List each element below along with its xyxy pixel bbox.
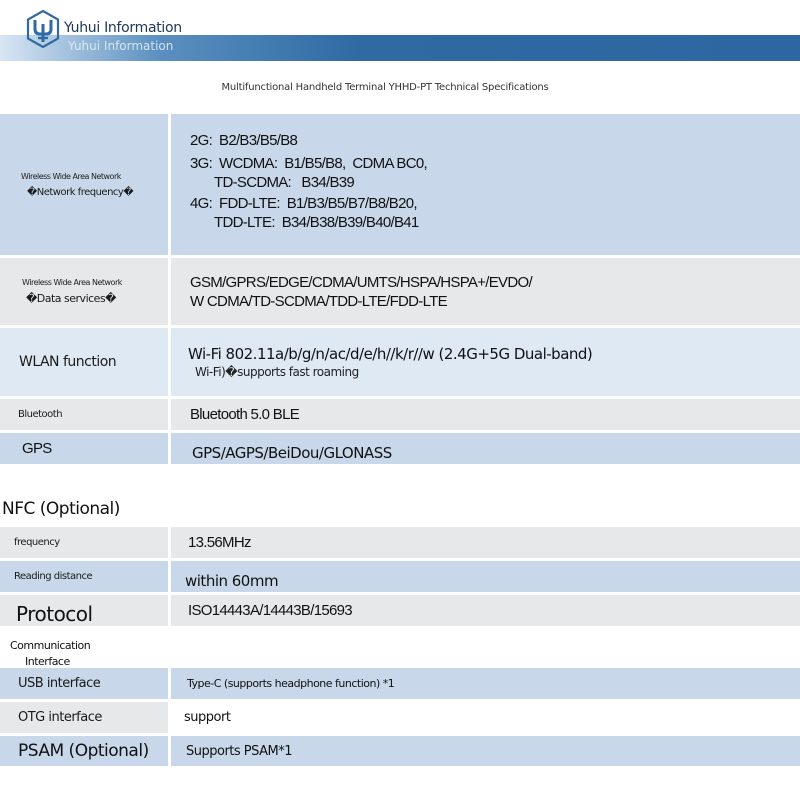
nfc-frequency-label: frequency	[14, 537, 60, 548]
nfc-section-heading: NFC (Optional)	[2, 499, 120, 519]
frequency-line-3g: 3G: WCDMA: B1/B5/B8, CDMA BC0,	[190, 155, 427, 172]
bluetooth-label: Bluetooth	[18, 409, 63, 420]
usb-label: USB interface	[18, 676, 101, 691]
psam-value-cell	[171, 736, 800, 766]
wwan-frequency-label-cell	[0, 114, 168, 255]
wwan-frequency-label-2: �Network frequency�	[27, 186, 134, 198]
psam-label: PSAM (Optional)	[18, 741, 149, 761]
wwan-frequency-value-cell	[171, 114, 800, 255]
usb-value: Type-C (supports headphone function) *1	[187, 677, 395, 690]
wwan-frequency-label-1: Wireless Wide Area Network	[21, 171, 121, 181]
protocol-label: Protocol	[16, 601, 93, 626]
protocol-label-cell	[0, 595, 168, 626]
document-title: Multifunctional Handheld Terminal YHHD-PT Technical Specifications	[221, 82, 549, 93]
data-services-line-2: W CDMA/TD-SCDMA/TDD-LTE/FDD-LTE	[190, 292, 447, 310]
reading-distance-label-cell	[0, 561, 168, 592]
frequency-line-3g-td: TD-SCDMA: B34/B39	[190, 174, 355, 191]
wwan-data-label-2: �Data services�	[26, 292, 116, 305]
nfc-frequency-value: 13.56MHz	[188, 534, 251, 551]
frequency-line-2g: 2G: B2/B3/B5/B8	[190, 132, 298, 149]
reading-distance-label: Reading distance	[14, 571, 93, 582]
otg-value: support	[184, 710, 231, 725]
otg-value-cell	[171, 702, 800, 733]
gps-label-cell	[0, 433, 168, 464]
gps-value: GPS/AGPS/BeiDou/GLONASS	[192, 444, 392, 462]
gps-label: GPS	[22, 440, 52, 457]
yuhui-logo-icon	[26, 10, 60, 48]
gps-value-cell	[171, 433, 800, 464]
protocol-value-cell	[171, 595, 800, 626]
otg-label: OTG interface	[18, 710, 102, 725]
usb-value-cell	[171, 668, 800, 699]
usb-label-cell	[0, 668, 168, 699]
wlan-value-cell	[171, 328, 800, 396]
otg-label-cell	[0, 702, 168, 733]
wlan-label-cell	[0, 328, 168, 396]
psam-label-cell	[0, 736, 168, 766]
protocol-value: ISO14443A/14443B/15693	[188, 602, 352, 619]
brand-name-reflection: Yuhui Information	[68, 39, 174, 53]
wwan-data-value-cell	[171, 258, 800, 325]
bluetooth-value-cell	[171, 399, 800, 430]
communication-heading-line-1: Communication	[10, 639, 91, 652]
wwan-data-label-1: Wireless Wide Area Network	[22, 278, 122, 287]
bluetooth-label-cell	[0, 399, 168, 430]
reading-distance-value-cell	[171, 561, 800, 592]
wlan-roaming-note: Wi-Fi)�supports fast roaming	[195, 365, 359, 379]
frequency-line-4g: 4G: FDD-LTE: B1/B3/B5/B7/B8/B20,	[190, 195, 417, 212]
bluetooth-value: Bluetooth 5.0 BLE	[190, 406, 300, 423]
wlan-label: WLAN function	[19, 354, 117, 370]
reading-distance-value: within 60mm	[185, 572, 279, 590]
data-services-line-1: GSM/GPRS/EDGE/CDMA/UMTS/HSPA/HSPA+/EVDO/	[190, 273, 532, 291]
brand-name: Yuhui Information	[64, 20, 182, 36]
nfc-frequency-value-cell	[171, 527, 800, 558]
frequency-line-4g-tdd: TDD-LTE: B34/B38/B39/B40/B41	[190, 214, 419, 231]
communication-heading-line-2: Interface	[25, 655, 70, 668]
wwan-data-label-cell	[0, 258, 168, 325]
nfc-frequency-label-cell	[0, 527, 168, 558]
wlan-value: Wi-Fi 802.11a/b/g/n/ac/d/e/h//k/r//w (2.4G+5G Dual-band)	[188, 345, 593, 363]
psam-value: Supports PSAM*1	[186, 743, 293, 759]
